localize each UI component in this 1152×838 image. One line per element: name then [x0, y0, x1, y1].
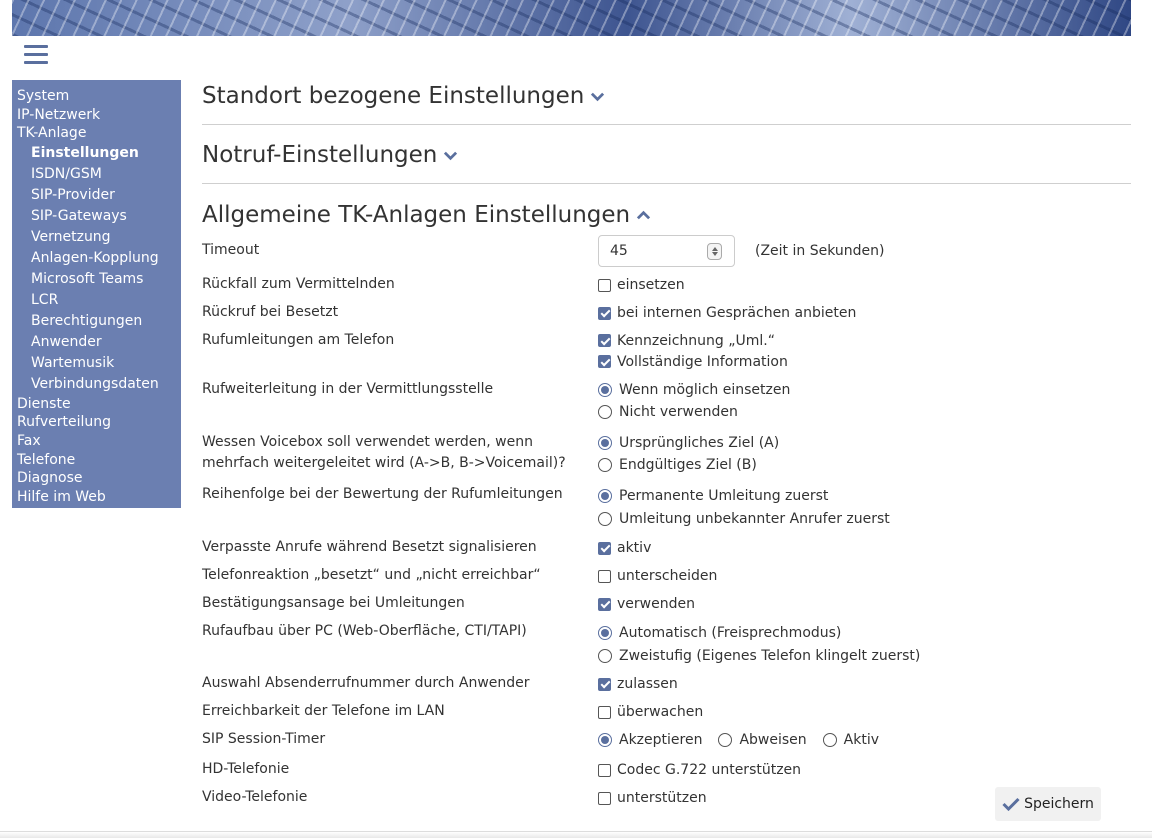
reihenfolge-option-1: Permanente Umleitung zuerst [619, 487, 829, 504]
telefonreaktion-label: Telefonreaktion „besetzt“ und „nicht erreichbar“ [202, 567, 541, 583]
sip-timer-radio-akzeptieren[interactable] [598, 729, 702, 751]
rufweiterleitung-radio-1[interactable] [598, 379, 790, 401]
footer-bar [0, 831, 1152, 838]
radio-icon[interactable] [598, 649, 612, 663]
section-standort-title: Standort bezogene Einstellungen [202, 83, 585, 109]
timeout-value: 45 [610, 243, 628, 259]
section-standort[interactable] [202, 80, 1131, 124]
nav-item-sip-gateways[interactable]: SIP-Gateways [31, 207, 127, 224]
kennzeichnung-checkbox[interactable] [598, 330, 788, 351]
nav-item-system[interactable]: System [17, 88, 70, 104]
checkbox-checked-icon[interactable] [598, 542, 611, 555]
hd-option: Codec G.722 unterstützen [617, 762, 802, 778]
spinner-icon[interactable] [707, 243, 722, 260]
checkbox-icon[interactable] [598, 706, 611, 719]
radio-selected-icon[interactable] [598, 626, 612, 640]
radio-selected-icon[interactable] [598, 383, 612, 397]
sip-timer-option-3: Aktiv [843, 732, 880, 748]
nav-item-einstellungen[interactable]: Einstellungen [31, 144, 139, 161]
erreichbarkeit-label: Erreichbarkeit der Telefone im LAN [202, 703, 445, 719]
save-button-label: Speichern [1024, 796, 1094, 812]
nav-item-vernetzung[interactable]: Vernetzung [31, 228, 111, 245]
hd-label: HD-Telefonie [202, 761, 290, 777]
rufweiterleitung-label: Rufweiterleitung in der Vermittlungsstelle [202, 381, 494, 397]
nav-item-isdn-gsm[interactable]: ISDN/GSM [31, 165, 102, 182]
nav-item-berechtigungen[interactable]: Berechtigungen [31, 312, 143, 329]
sip-timer-radio-aktiv[interactable] [823, 729, 879, 751]
timeout-unit: (Zeit in Sekunden) [755, 243, 885, 259]
telefonreaktion-option: unterscheiden [617, 568, 718, 584]
nav-item-telefone[interactable]: Telefone [17, 451, 76, 468]
sip-timer-option-1: Akzeptieren [619, 732, 703, 748]
hd-checkbox[interactable] [598, 759, 801, 781]
absender-label: Auswahl Absenderrufnummer durch Anwender [202, 675, 530, 691]
nav-item-microsoft-teams[interactable]: Microsoft Teams [31, 270, 144, 287]
video-label: Video-Telefonie [202, 789, 308, 805]
nav-item-sip-provider[interactable]: SIP-Provider [31, 186, 115, 203]
nav-item-verbindungsdaten[interactable]: Verbindungsdaten [31, 375, 159, 392]
checkbox-checked-icon[interactable] [598, 598, 611, 611]
voicebox-option-2: Endgültiges Ziel (B) [619, 457, 757, 473]
radio-selected-icon[interactable] [598, 489, 612, 503]
rufaufbau-label: Rufaufbau über PC (Web-Oberfläche, CTI/TAPI) [202, 623, 527, 639]
checkbox-icon[interactable] [598, 279, 611, 292]
save-button[interactable] [995, 787, 1101, 821]
timeout-input[interactable] [598, 235, 735, 267]
erreichbarkeit-checkbox[interactable] [598, 701, 703, 723]
section-notruf[interactable] [202, 139, 1131, 183]
vollstaendig-option: Vollständige Information [617, 353, 788, 370]
section-allgemein-title: Allgemeine TK-Anlagen Einstellungen [202, 202, 631, 228]
nav-item-wartemusik[interactable]: Wartemusik [31, 354, 115, 371]
bestaetigung-label: Bestätigungsansage bei Umleitungen [202, 595, 465, 611]
bestaetigung-checkbox[interactable] [598, 593, 695, 615]
erreichbarkeit-option: überwachen [617, 704, 704, 720]
radio-selected-icon[interactable] [598, 733, 612, 747]
chevron-down-icon [590, 89, 605, 104]
menu-icon[interactable] [24, 45, 48, 67]
section-divider [202, 183, 1131, 184]
nav-item-ip-netzwerk[interactable]: IP-Netzwerk [17, 106, 101, 123]
reihenfolge-radio-1[interactable] [598, 484, 890, 507]
checkbox-icon[interactable] [598, 764, 611, 777]
nav-item-fax[interactable]: Fax [17, 432, 41, 449]
radio-selected-icon[interactable] [598, 436, 612, 450]
reihenfolge-option-2: Umleitung unbekannter Anrufer zuerst [619, 510, 890, 527]
nav-item-rufverteilung[interactable]: Rufverteilung [17, 414, 112, 431]
voicebox-label: Wessen Voicebox soll verwendet werden, wenn mehrfach weitergeleitet wird (A->B, B->Voicemail)? [202, 434, 566, 471]
nav-item-diagnose[interactable]: Diagnose [17, 470, 83, 487]
checkbox-icon[interactable] [598, 570, 611, 583]
voicebox-option-1: Ursprüngliches Ziel (A) [619, 435, 780, 451]
nav-item-anlagen-kopplung[interactable]: Anlagen-Kopplung [31, 249, 159, 266]
section-notruf-title: Notruf-Einstellungen [202, 142, 438, 168]
radio-icon[interactable] [598, 405, 612, 419]
rufaufbau-radio-1[interactable] [598, 621, 920, 644]
kennzeichnung-option: Kennzeichnung „Uml.“ [617, 332, 775, 349]
check-icon [1002, 797, 1020, 811]
rueckruf-checkbox[interactable] [598, 302, 856, 324]
checkbox-checked-icon[interactable] [598, 334, 611, 347]
verpasst-checkbox[interactable] [598, 537, 651, 559]
sip-timer-radio-abweisen[interactable] [718, 729, 806, 751]
voicebox-radio-2[interactable] [598, 454, 779, 476]
nav-item-anwender[interactable]: Anwender [31, 333, 102, 350]
absender-option: zulassen [617, 676, 678, 692]
rufweiterleitung-option-2: Nicht verwenden [619, 404, 738, 420]
nav-item-tk-anlage[interactable]: TK-Anlage [17, 125, 87, 142]
rufweiterleitung-radio-2[interactable] [598, 401, 790, 423]
voicebox-radio-1[interactable] [598, 432, 779, 454]
rueckruf-label: Rückruf bei Besetzt [202, 304, 339, 320]
rufaufbau-radio-2[interactable] [598, 644, 920, 667]
telefonreaktion-checkbox[interactable] [598, 565, 717, 587]
reihenfolge-radio-2[interactable] [598, 507, 890, 530]
rueckruf-option: bei internen Gesprächen anbieten [617, 305, 857, 321]
sidebar-nav [12, 80, 181, 508]
rufweiterleitung-option-1: Wenn möglich einsetzen [619, 382, 791, 398]
radio-icon[interactable] [598, 458, 612, 472]
video-checkbox[interactable] [598, 787, 707, 809]
rufaufbau-option-1: Automatisch (Freisprechmodus) [619, 624, 842, 641]
rufaufbau-option-2: Zweistufig (Eigenes Telefon klingelt zuerst) [619, 647, 921, 664]
radio-icon[interactable] [718, 733, 732, 747]
sip-timer-label: SIP Session-Timer [202, 731, 326, 747]
checkbox-checked-icon[interactable] [598, 355, 611, 368]
header-banner [12, 0, 1131, 36]
nav-item-hilfe-im-web[interactable]: Hilfe im Web [17, 488, 106, 505]
nav-item-lcr[interactable]: LCR [31, 291, 59, 308]
section-divider [202, 124, 1131, 125]
checkbox-checked-icon[interactable] [598, 678, 611, 691]
radio-icon[interactable] [598, 512, 612, 526]
rueckfall-label: Rückfall zum Vermittelnden [202, 276, 395, 292]
verpasst-label: Verpasste Anrufe während Besetzt signalisieren [202, 539, 537, 555]
rueckfall-checkbox[interactable] [598, 274, 685, 296]
chevron-down-icon [443, 148, 458, 163]
radio-icon[interactable] [823, 733, 837, 747]
video-option: unterstützen [617, 790, 707, 806]
sip-timer-option-2: Abweisen [739, 732, 807, 748]
absender-checkbox[interactable] [598, 673, 678, 695]
bestaetigung-option: verwenden [617, 596, 695, 612]
verpasst-option: aktiv [617, 540, 652, 556]
timeout-label: Timeout [202, 242, 260, 258]
chevron-up-icon [636, 208, 651, 223]
rufumleitungen-label: Rufumleitungen am Telefon [202, 332, 395, 348]
vollstaendig-checkbox[interactable] [598, 351, 788, 372]
rueckfall-option: einsetzen [617, 277, 685, 293]
checkbox-icon[interactable] [598, 792, 611, 805]
checkbox-checked-icon[interactable] [598, 307, 611, 320]
nav-item-dienste[interactable]: Dienste [17, 395, 71, 412]
reihenfolge-label: Reihenfolge bei der Bewertung der Rufumleitungen [202, 486, 563, 502]
